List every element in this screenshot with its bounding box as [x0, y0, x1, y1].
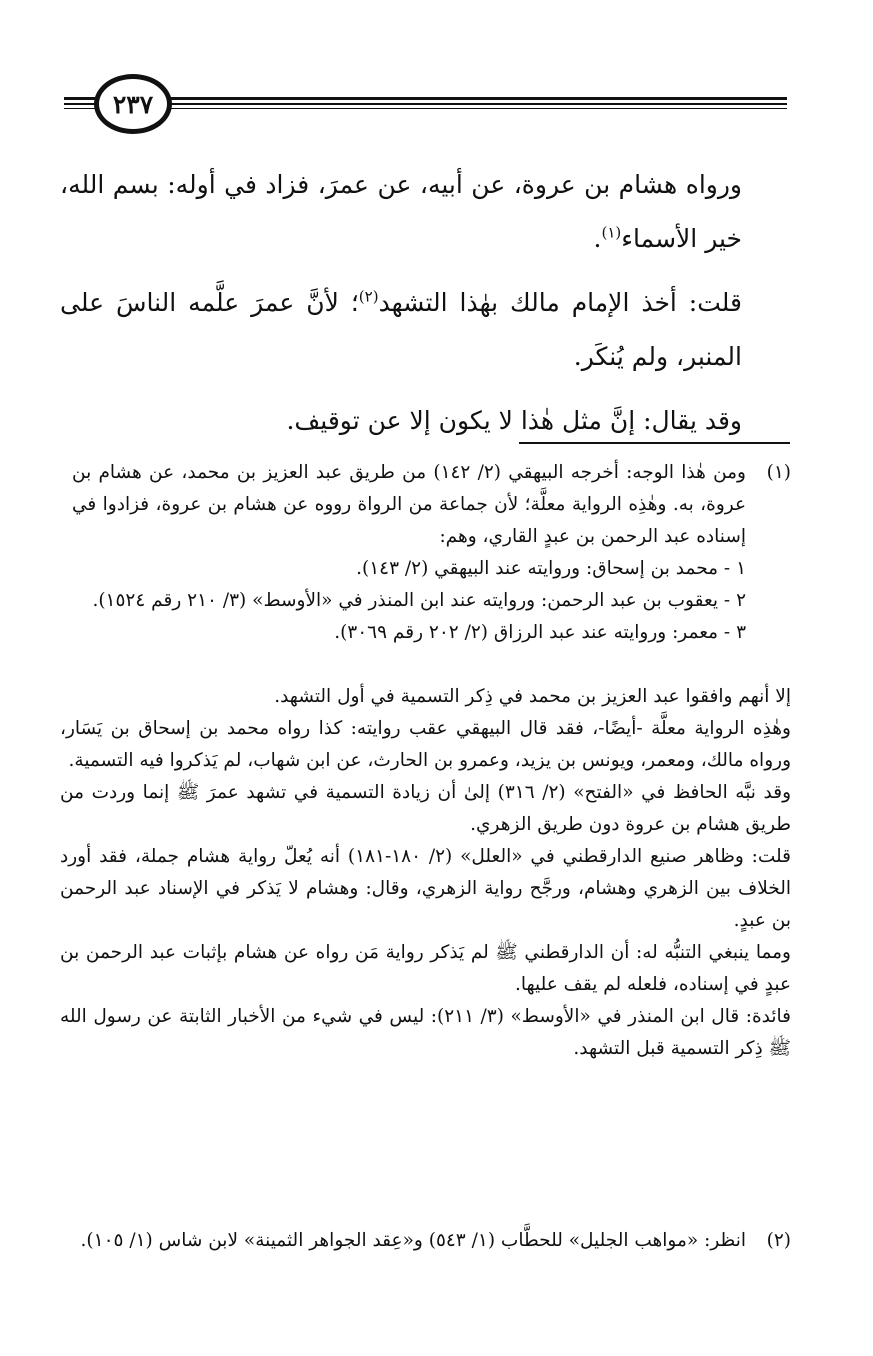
- footnote-ref[interactable]: (٢): [358, 287, 379, 306]
- page-number: ٢٣٧: [112, 89, 154, 119]
- main-paragraph: وقد يقال: إنَّ مثل هٰذا لا يكون إلا عن توقيف.: [286, 406, 742, 435]
- footnote-list-item: ٢ - يعقوب بن عبد الرحمن: وروايته عند ابن المنذر في «الأوسط» (٣/ ٢١٠ رقم ١٥٢٤).: [92, 590, 746, 611]
- main-paragraph: ورواه هشام بن عروة، عن أبيه، عن عمرَ، فزاد في أوله: بسم الله، خير الأسماء$^{(١)}$.: [60, 170, 742, 253]
- footnote-paragraph: إلا أنهم وافقوا عبد العزيز بن محمد في ذِكر التسمية في أول التشهد.: [274, 686, 791, 707]
- footnote-paragraph: قلت: وظاهر صنيع الدارقطني في «العلل» (٢/ ١٨٠-١٨١) أنه يُعلّ رواية هشام جملة، فقد أورد الخلاف بين الزهري وهشام، ورجَّح رواية الزهري، وقال: وهشام لا يَذكر في الإسناد عبد الرحمن بن عبدٍ.: [60, 846, 791, 931]
- footnote-paragraph: ومما ينبغي التنبُّه له: أن الدارقطني ﷺ لم يَذكر رواية مَن رواه عن هشام بإثبات عبد الرحمن بن عبدٍ في إسناده، فلعله لم يقف عليها.: [60, 942, 791, 995]
- footnote: [72, 1225, 791, 1257]
- footnote-number: (١): [766, 462, 791, 483]
- footnote-list-item: ٣ - معمر: وروايته عند عبد الرزاق (٢/ ٢٠٢ رقم ٣٠٦٩).: [334, 622, 746, 643]
- footnote-continuation: [60, 681, 791, 1065]
- footnote-paragraph: وهٰذِه الرواية معلَّة -أيضًا-، فقد قال البيهقي عقب روايته: كذا رواه محمد بن إسحاق بن يَسَار، ورواه مالك، ومعمر، ويونس بن يزيد، وعمرو بن الحارث، عن ابن شهاب، لم يَذكروا فيه التسمية.: [60, 718, 791, 771]
- footnote-paragraph: وقد نبَّه الحافظ في «الفتح» (٢/ ٣١٦) إلىٰ أن زيادة التسمية في تشهد عمرَ ﷺ إنما وردت من طريق هشام بن عروة دون طريق الزهري.: [60, 782, 792, 835]
- footnote-paragraph: فائدة: قال ابن المنذر في «الأوسط» (٣/ ٢١١): ليس في شيء من الأخبار الثابتة عن رسول الله ﷺ ذِكر التسمية قبل التشهد.: [60, 1006, 791, 1059]
- footnote-paragraph: انظر: «مواهب الجليل» للحطَّاب (١/ ٥٤٣) و«عِقد الجواهر الثمينة» لابن شاس (١/ ١٠٥).: [80, 1230, 746, 1251]
- header-rule: [64, 103, 787, 105]
- header-rule: [64, 108, 787, 109]
- footnote: [72, 457, 791, 649]
- header-rule: [64, 97, 787, 100]
- main-text: [60, 158, 790, 448]
- footnote-list-item: ١ - محمد بن إسحاق: وروايته عند البيهقي (٢/ ١٤٣).: [356, 558, 746, 579]
- page-number-badge: [94, 74, 172, 134]
- footnote-number: (٢): [766, 1230, 791, 1251]
- main-paragraph: قلت: أخذ الإمام مالك بهٰذا التشهد$^{(٢)}$؛ لأنَّ عمرَ علَّمه الناسَ على المنبر، ولم يُنكَر.: [60, 287, 742, 371]
- footnote-ref[interactable]: (١): [601, 223, 622, 242]
- footnote-paragraph: ومن هٰذا الوجه: أخرجه البيهقي (٢/ ١٤٢) من طريق عبد العزيز بن محمد، عن هشام بن عروة، به. وهٰذِه الرواية معلَّة؛ لأن جماعة من الرواة رووه عن هشام بن عروة، فزادوا في إسناده عبد الرحمن بن عبدٍ القاري، وهم:: [72, 462, 746, 547]
- footnote-separator: [519, 442, 790, 444]
